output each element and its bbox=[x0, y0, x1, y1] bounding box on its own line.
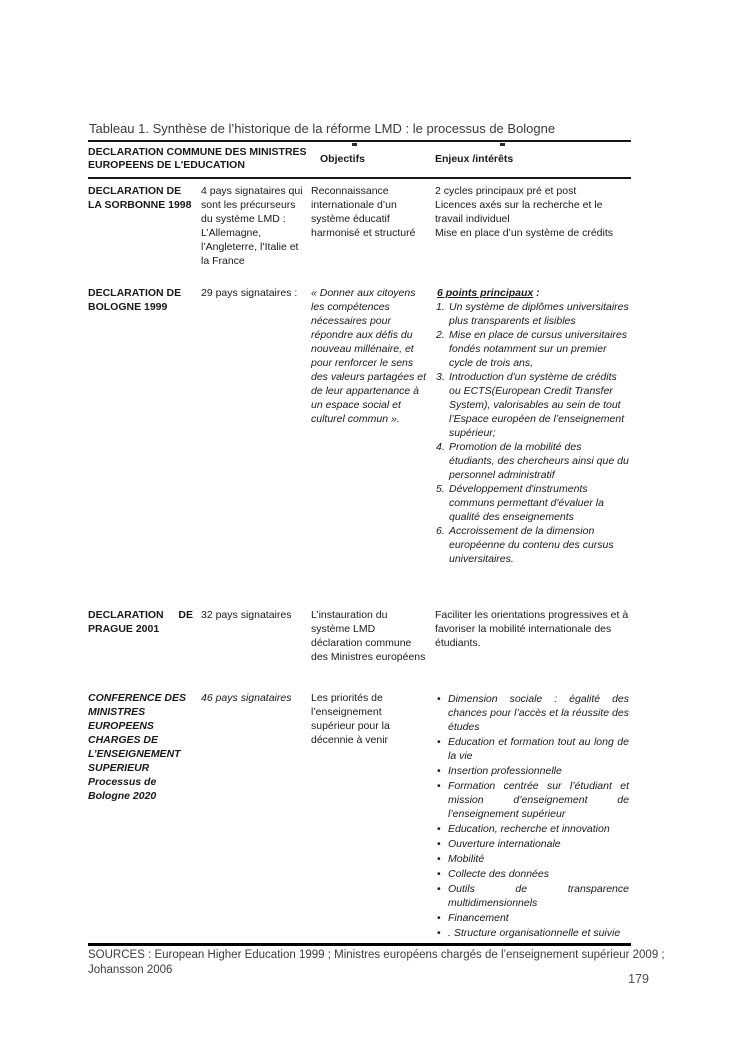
point-number: 1. bbox=[436, 301, 445, 313]
cell-declaration: DECLARATION DE LA SORBONNE 1998 bbox=[88, 185, 192, 211]
enjeux-line: Mise en place d’un système de crédits bbox=[435, 227, 614, 239]
point-text: Développement d'instruments communs permettant d'évaluer la qualité des enseignements bbox=[449, 483, 604, 523]
bullet-item: • Formation centrée sur l’étudiant et mission d’enseignement de l’enseignement supérieur bbox=[435, 779, 629, 821]
bullet-item: • Collecte des données bbox=[435, 867, 629, 881]
scan-tick-mark bbox=[352, 143, 357, 146]
cell-objectifs: L’instauration du système LMD déclaration commune des Ministres européens bbox=[311, 609, 426, 663]
point-number: 3. bbox=[436, 371, 445, 383]
bullet-item: • Education, recherche et innovation bbox=[435, 822, 629, 836]
points-heading bbox=[435, 286, 629, 300]
cell-signataires: 4 pays signataires qui sont les précurseurs du système LMD : L’Allemagne, l’Angleterre, l’Italie et la France bbox=[201, 185, 303, 267]
page-sheet bbox=[88, 121, 665, 978]
bologna-process-table bbox=[88, 140, 631, 946]
point-text: Introduction d'un système de crédits ou ECTS(European Credit Transfer System), valorisables au sein de tout l’Espace européen de l’enseignement supérieur; bbox=[449, 371, 625, 439]
points-heading-text: 6 points principaux bbox=[437, 287, 534, 299]
cell-enjeux bbox=[435, 691, 631, 943]
sources-line: Johansson 2006 bbox=[88, 964, 173, 976]
point-number: 4. bbox=[436, 441, 445, 453]
table-row-conference-2020 bbox=[88, 686, 631, 943]
point-number: 2. bbox=[436, 329, 445, 341]
table-row-bologne-1999 bbox=[88, 281, 631, 603]
enjeux-line: Licences axés sur la recherche et le travail individuel bbox=[435, 199, 603, 225]
header-declaration: DECLARATION COMMUNE DES MINISTRES EUROPEENS DE L'EDUCATION bbox=[88, 146, 307, 171]
cell-objectifs: Reconnaissance internationale d’un système éducatif harmonisé et structuré bbox=[311, 185, 416, 239]
points-list bbox=[435, 300, 629, 566]
point-item bbox=[435, 440, 629, 482]
cell-signataires: 32 pays signataires bbox=[201, 609, 292, 621]
bullet-item: • Ouverture internationale bbox=[435, 837, 629, 851]
point-item bbox=[435, 482, 629, 524]
point-item bbox=[435, 300, 629, 328]
sources-note bbox=[88, 948, 668, 978]
header-objectifs: Objectifs bbox=[320, 152, 365, 165]
bullet-item: • Education et formation tout au long de la vie bbox=[435, 735, 629, 763]
table-row-prague-2001 bbox=[88, 603, 631, 686]
cell-declaration: DECLARATION DE BOLOGNE 1999 bbox=[88, 287, 182, 313]
point-item bbox=[435, 370, 629, 440]
point-number: 6. bbox=[436, 525, 445, 537]
sources-line: SOURCES : European Higher Education 1999 ; Ministres européens chargés de l’enseignement supérieur 2009 ; bbox=[88, 949, 665, 961]
point-item bbox=[435, 328, 629, 370]
cell-objectifs: Les priorités de l’enseignement supérieur pour la décennie à venir bbox=[311, 692, 390, 746]
priorities-bullet-list bbox=[435, 692, 629, 940]
cell-objectifs-quote: « Donner aux citoyens les compétences nécessaires pour répondre aux défis du nouveau millénaire, et pour renforcer le sens des valeurs partagées et de leur appartenance à un espace social et culturel commun ». bbox=[311, 287, 426, 425]
point-text: Mise en place de cursus universitaires fondés notamment sur un premier cycle de trois ans, bbox=[449, 329, 627, 369]
page-number: 179 bbox=[628, 972, 649, 986]
bullet-item: • Financement bbox=[435, 911, 629, 925]
cell-enjeux bbox=[435, 184, 631, 281]
enjeux-line: 2 cycles principaux pré et post bbox=[435, 185, 577, 197]
point-number: 5. bbox=[436, 483, 445, 495]
scan-tick-mark bbox=[500, 143, 505, 146]
point-text: Promotion de la mobilité des étudiants, des chercheurs ainsi que du personnel administratif bbox=[449, 441, 629, 481]
point-item bbox=[435, 524, 629, 566]
cell-declaration: DECLARATION DE PRAGUE 2001 bbox=[88, 609, 193, 635]
bullet-item: • . Structure organisationnelle et suivie bbox=[435, 926, 629, 940]
cell-declaration: CONFERENCE DES MINISTRES EUROPEENS CHARGES DE L’ENSEIGNEMENT SUPERIEUR Processus de Bologne 2020 bbox=[88, 692, 187, 802]
bullet-item: • Dimension sociale : égalité des chances pour l’accès et la réussite des études bbox=[435, 692, 629, 734]
points-heading-colon: : bbox=[533, 287, 540, 299]
table-row-sorbonne-1998 bbox=[88, 179, 631, 281]
cell-signataires: 46 pays signataires bbox=[201, 692, 292, 704]
bullet-item: • Mobilité bbox=[435, 852, 629, 866]
bullet-item: • Insertion professionnelle bbox=[435, 764, 629, 778]
header-enjeux: Enjeux /intérêts bbox=[435, 152, 514, 165]
point-text: Accroissement de la dimension européenne du contenu des cursus universitaires. bbox=[449, 525, 614, 565]
point-text: Un système de diplômes universitaires plus transparents et lisibles bbox=[449, 301, 629, 327]
bullet-item: • Outils de transparence multidimensionnels bbox=[435, 882, 629, 910]
cell-enjeux: Faciliter les orientations progressives et à favoriser la mobilité internationale des étudiants. bbox=[435, 609, 629, 649]
table-caption: Tableau 1. Synthèse de l’historique de la réforme LMD : le processus de Bologne bbox=[89, 121, 556, 136]
table-header-row bbox=[88, 142, 631, 179]
cell-enjeux bbox=[435, 286, 631, 603]
cell-signataires: 29 pays signataires : bbox=[201, 287, 298, 299]
